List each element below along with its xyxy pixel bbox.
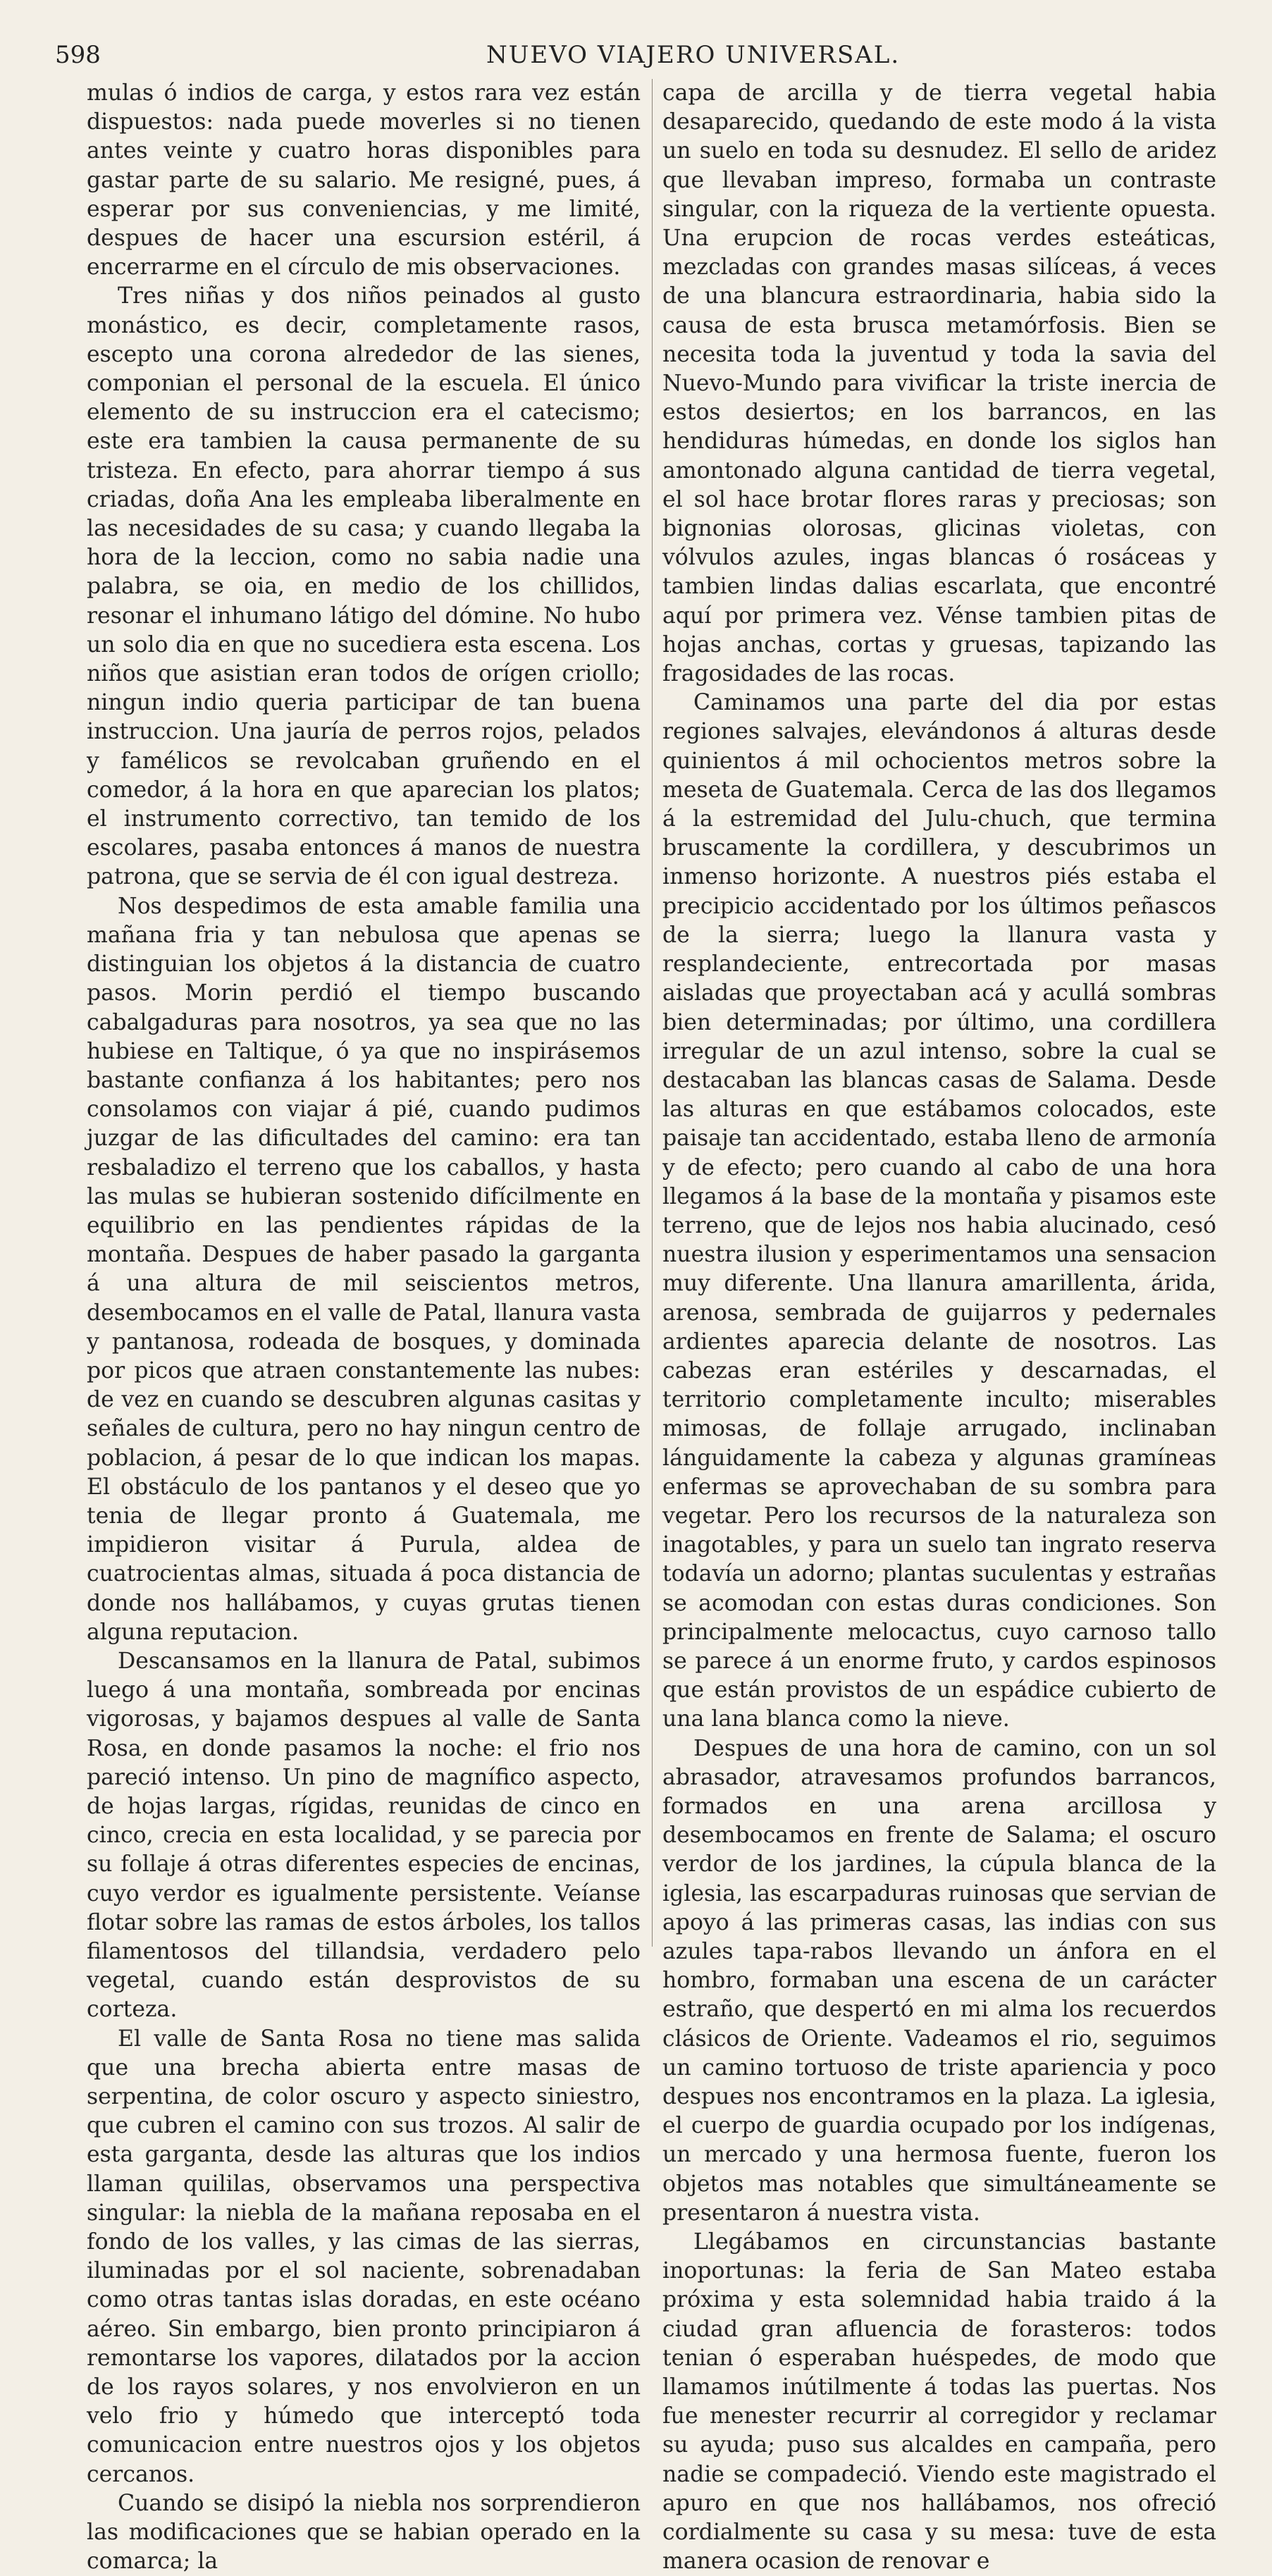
left-column <box>87 79 641 2575</box>
paragraph: Cuando se disipó la niebla nos sorprendieron las modificaciones que se habian operado en la comarca; la <box>87 2490 641 2575</box>
paragraph: Caminamos una parte del dia por estas regiones salvajes, elevándonos á alturas desde quinientos á mil ochocientos metros sobre la meseta de Guatemala. Cerca de las dos llegamos á la estremidad del Julu-chuch, que termina bruscamente la cordillera, y descubrimos un inmenso horizonte. A nuestros piés estaba el precipicio accidentado por los últimos peñascos de la sierra; luego la llanura vasta y resplandeciente, entrecortada por masas aisladas que proyectaban acá y acullá sombras bien determinadas; por último, una cordillera irregular de un azul intenso, sobre la cual se destacaban las blancas casas de Salama. Desde las alturas en que estábamos colocados, este paisaje tan accidentado, estaba lleno de armonía y de efecto; pero cuando al cabo de una hora llegamos á la base de la montaña y pisamos este terreno, que de lejos nos habia alucinado, cesó nuestra ilusion y esperimentamos una sensacion muy diferente. Una llanura amarillenta, árida, arenosa, sembrada de guijarros y pedernales ardientes aparecia delante de nosotros. Las cabezas eran estériles y descarnadas, el territorio completamente inculto; miserables mimosas, de follaje arrugado, inclinaban lánguidamente la cabeza y algunas gramíneas enfermas se aprovechaban de su sombra para vegetar. Pero los recursos de la naturaleza son inagotables, y para un suelo tan ingrato reserva todavía un adorno; plantas suculentas y estrañas se acomodan con estas duras condiciones. Son principalmente melocactus, cuyo carnoso tallo se parece á un enorme fruto, y cardos espinosos que están provistos de un espádice cubierto de una lana blanca como la nieve. <box>662 690 1216 1732</box>
page-header <box>0 41 1272 76</box>
paragraph: Descansamos en la llanura de Patal, subimos luego á una montaña, sombreada por encinas vigorosas, y bajamos despues al valle de Santa Rosa, en donde pasamos la noche: el frio nos pareció intenso. Un pino de magnífico aspecto, de hojas largas, rígidas, reunidas de cinco en cinco, crecia en esta localidad, y se parecia por su follaje á otras diferentes especies de encinas, cuyo verdor es igualmente persistente. Veíanse flotar sobre las ramas de estos árboles, los tallos filamentosos del tillandsia, verdadero pelo vegetal, cuando están desprovistos de su corteza. <box>87 1648 641 2023</box>
paragraph: capa de arcilla y de tierra vegetal habia desaparecido, quedando de este modo á la vista un suelo en toda su desnudez. El sello de aridez que llevaban impreso, formaba un contraste singular, con la riqueza de la vertiente opuesta. Una erupcion de rocas verdes esteáticas, mezcladas con grandes masas silíceas, á veces de una blancura estraordinaria, habia sido la causa de esta brusca metamórfosis. Bien se necesita toda la juventud y toda la savia del Nuevo-Mundo para vivificar la triste inercia de estos desiertos; en los barrancos, en las hendiduras húmedas, en donde los siglos han amontonado alguna cantidad de tierra vegetal, el sol hace brotar flores raras y preciosas; son bignonias olorosas, glicinas violetas, con vólvulos azules, ingas blancas ó rosáceas y tambien lindas dalias escarlata, que encontré aquí por primera vez. Vénse tambien pitas de hojas anchas, cortas y gruesas, tapizando las fragosidades de las rocas. <box>662 80 1216 687</box>
paragraph: Nos despedimos de esta amable familia una mañana fria y tan nebulosa que apenas se distinguian los objetos á la distancia de cuatro pasos. Morin perdió el tiempo buscando cabalgaduras para nosotros, ya sea que no las hubiese en Taltique, ó ya que no inspirásemos bastante confianza á los habitantes; pero nos consolamos con viajar á pié, cuando pudimos juzgar de las dificultades del camino: era tan resbaladizo el terreno que los caballos, y hasta las mulas se hubieran sostenido difícilmente en equilibrio en las pendientes rápidas de la montaña. Despues de haber pasado la garganta á una altura de mil seiscientos metros, desembocamos en el valle de Patal, llanura vasta y pantanosa, rodeada de bosques, y dominada por picos que atraen constantemente las nubes: de vez en cuando se descubren algunas casitas y señales de cultura, pero no hay ningun centro de poblacion, á pesar de lo que indican los mapas. El obstáculo de los pantanos y el deseo que yo tenia de llegar pronto á Guatemala, me impidieron visitar á Purula, aldea de cuatrocientas almas, situada á poca distancia de donde nos hallábamos, y cuyas grutas tienen alguna reputacion. <box>87 893 641 1645</box>
column-divider <box>652 79 653 1947</box>
paragraph: El valle de Santa Rosa no tiene mas salida que una brecha abierta entre masas de serpentina, de color oscuro y aspecto siniestro, que cubren el camino con sus trozos. Al salir de esta garganta, desde las alturas que los indios llaman quililas, observamos una perspectiva singular: la niebla de la mañana reposaba en el fondo de los valles, y las cimas de las sierras, iluminadas por el sol naciente, sobrenadaban como otras tantas islas doradas, en este océano aéreo. Sin embargo, bien pronto principiaron á remontarse los vapores, dilatados por la accion de los rayos solares, y nos envolvieron en un velo frio y húmedo que interceptó toda comunicacion entre nuestros ojos y los objetos cercanos. <box>87 2026 641 2487</box>
paragraph: Llegábamos en circunstancias bastante inoportunas: la feria de San Mateo estaba próxima y esta solemnidad habia traido á la ciudad gran afluencia de forasteros: todos tenian ó esperaban huéspedes, de modo que llamamos inútilmente á todas las puertas. Nos fue menester recurrir al corregidor y reclamar su ayuda; puso sus alcaldes en campaña, pero nadie se compadeció. Viendo este magistrado el apuro en que nos hallábamos, nos ofreció cordialmente su casa y su mesa: tuve de esta manera ocasion de renovar e <box>662 2229 1216 2575</box>
running-title: NUEVO VIAJERO UNIVERSAL. <box>486 41 901 69</box>
paragraph: mulas ó indios de carga, y estos rara vez están dispuestos: nada puede moverles si no tienen antes veinte y cuatro horas disponibles para gastar parte de su salario. Me resigné, pues, á esperar por sus conveniencias, y me limité, despues de hacer una escursion estéril, á encerrarme en el círculo de mis observaciones. <box>87 80 641 281</box>
paragraph: Tres niñas y dos niños peinados al gusto monástico, es decir, completamente rasos, escepto una corona alrededor de las sienes, componian el personal de la escuela. El único elemento de su instruccion era el catecismo; este era tambien la causa permanente de su tristeza. En efecto, para ahorrar tiempo á sus criadas, doña Ana les empleaba liberalmente en las necesidades de su casa; y cuando llegaba la hora de la leccion, como no sabia nadie una palabra, se oia, en medio de los chillidos, resonar el inhumano látigo del dómine. No hubo un solo dia en que no sucediera esta escena. Los niños que asistian eran todos de orígen criollo; ningun indio queria participar de tan buena instruccion. Una jauría de perros rojos, pelados y famélicos se revolcaban gruñendo en el comedor, á la hora en que aparecian los platos; el instrumento correctivo, tan temido de los escolares, pasaba entonces á manos de nuestra patrona, que se servia de él con igual destreza. <box>87 283 641 890</box>
right-column <box>662 79 1216 2575</box>
page-number: 598 <box>55 41 101 69</box>
paragraph: Despues de una hora de camino, con un sol abrasador, atravesamos profundos barrancos, formados en una arena arcillosa y desembocamos en frente de Salama; el oscuro verdor de los jardines, la cúpula blanca de la iglesia, las escarpaduras ruinosas que servian de apoyo á las primeras casas, las indias con sus azules tapa-rabos llevando un ánfora en el hombro, formaban una escena de un carácter estraño, que despertó en mi alma los recuerdos clásicos de Oriente. Vadeamos el rio, seguimos un camino tortuoso de triste apariencia y poco despues nos encontramos en la plaza. La iglesia, el cuerpo de guardia ocupado por los indígenas, un mercado y una hermosa fuente, fueron los objetos mas notables que simultáneamente se presentaron á nuestra vista. <box>662 1735 1216 2226</box>
